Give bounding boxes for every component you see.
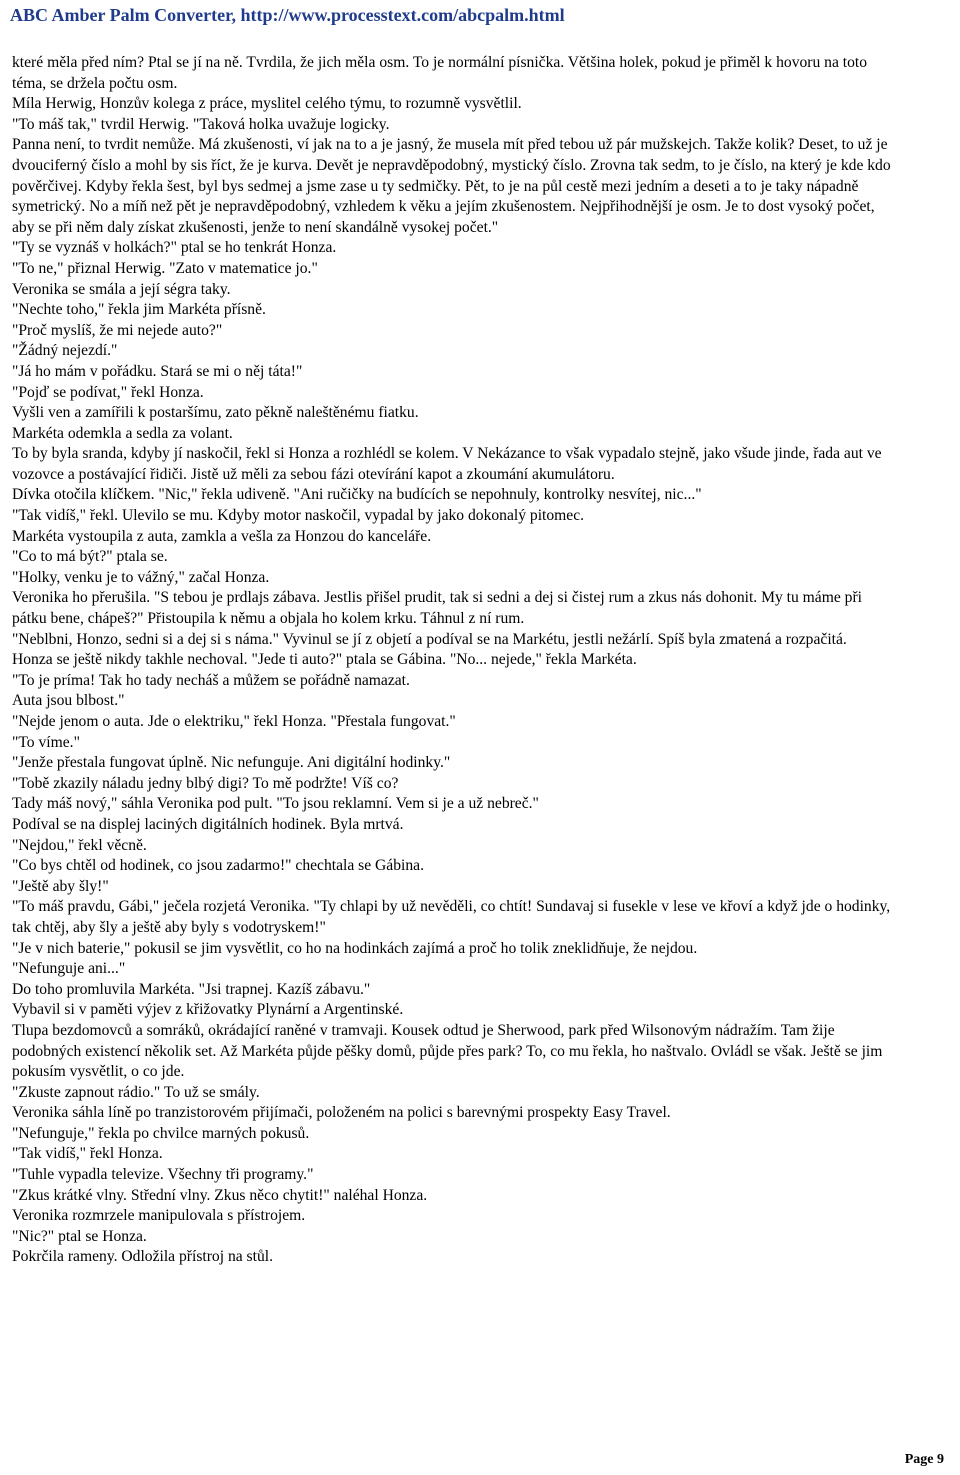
paragraph: "To máš tak," tvrdil Herwig. "Taková holka uvažuje logicky. [12, 115, 390, 133]
paragraph: Vyšli ven a zamířili k postaršímu, zato pěkně naleštěnému fiatku. [12, 404, 419, 422]
paragraph: Veronika ho přerušila. "S tebou je prdlajs zábava. Jestlis přišel prudit, tak si sedni a dej si čistej rum a zkus nás dohonit. My tu máme při pátku bene, chápeš?" Přistoupila k němu a objala ho kolem krku. Táhnul z ní rum. [12, 589, 862, 628]
paragraph: Tady máš nový," sáhla Veronika pod pult. "To jsou reklamní. Vem si je a už nebreč." [12, 795, 539, 813]
paragraph: "Tuhle vypadla televize. Všechny tři programy." [12, 1166, 314, 1184]
paragraph: které měla před ním? Ptal se jí na ně. Tvrdila, že jich měla osm. To je normální písnička. Většina holek, pokud je přiměl k hovoru na toto téma, se držela počtu osm. [12, 54, 868, 92]
paragraph: "Žádný nejezdí." [12, 342, 118, 360]
paragraph: "Nechte toho," řekla jim Markéta přísně. [12, 301, 266, 319]
document-body [12, 53, 892, 1268]
page-number: Page 9 [904, 1452, 944, 1467]
paragraph: "To ne," přiznal Herwig. "Zato v matematice jo." [12, 259, 318, 277]
paragraph: "Jenže přestala fungovat úplně. Nic nefunguje. Ani digitální hodinky." [12, 754, 451, 772]
paragraph: Do toho promluvila Markéta. "Jsi trapnej. Kazíš zábavu." [12, 980, 371, 998]
paragraph: Veronika sáhla líně po tranzistorovém přijímači, položeném na polici s barevnými prospekty Easy Travel. [12, 1104, 671, 1122]
paragraph: "Já ho mám v pořádku. Stará se mi o něj táta!" [12, 362, 303, 380]
page-header-title: ABC Amber Palm Converter, http://www.processtext.com/abcpalm.html [10, 5, 565, 25]
paragraph: Veronika se smála a její ségra taky. [12, 280, 231, 298]
paragraph: Pokrčila rameny. Odložila přístroj na stůl. [12, 1248, 273, 1266]
paragraph: "To máš pravdu, Gábi," ječela rozjetá Veronika. "Ty chlapi by už nevěděli, co chtít! Sundavaj si fusekle v lese ve křoví a když jde o hodinky, tak chtěj, aby šly a ještě aby byly s vodotryskem!" [12, 898, 891, 936]
paragraph: "Nefunguje," řekla po chvilce marných pokusů. [12, 1124, 310, 1142]
paragraph: Vybavil si v paměti výjev z křižovatky Plynární a Argentinské. [12, 1001, 404, 1019]
paragraph: "Zkuste zapnout rádio." To už se smály. [12, 1083, 260, 1101]
paragraph: "Pojď se podívat," řekl Honza. [12, 383, 204, 401]
paragraph: "Nefunguje ani..." [12, 960, 126, 978]
paragraph: "Ty se vyznáš v holkách?" ptal se ho tenkrát Honza. [12, 239, 337, 257]
paragraph: Honza se ještě nikdy takhle nechoval. "Jede ti auto?" ptala se Gábina. "No... nejede," řekla Markéta. [12, 651, 637, 669]
paragraph: "Holky, venku je to vážný," začal Honza. [12, 568, 270, 586]
paragraph: "Co to má být?" ptala se. [12, 548, 168, 566]
paragraph: Auta jsou blbost." [12, 692, 125, 710]
paragraph: Panna není, to tvrdit nemůže. Má zkušenosti, ví jak na to a je jasný, že musela mít před tebou už pár mužskejch. Takže kolik? Deset, to už je dvouciferný číslo a mohl by sis říct, že je kurva. Devět je nepravděpodobný, mystický číslo. Zrovna tak sedm, to je číslo, na který je kde kdo pověrčivej. Kdyby řekla šest, byl bys sedmej a jsme zase u ty sedmičky. Pět, to je na půl cestě mezi jedním a deseti a to je taky nápadně symetrický. No a míň než pět je nepravděpodobný, vzhledem k věku a jejím zkušenostem. Nejpřihodnější je osm. Je to dost vysoký počet, aby se při něm daly získat zkušenosti, jenže to není skandálně vysokej počet." [12, 136, 891, 236]
paragraph: Tlupa bezdomovců a somráků, okrádající raněné v tramvaji. Kousek odtud je Sherwood, park před Wilsonovým nádražím. Tam žije podobných existencí několik set. Až Markéta půjde pěšky domů, půjde přes park? To, co mu řekla, ho naštvalo. Ovládl se však. Ještě se jim pokusím vysvětlit, o co jde. [12, 1021, 883, 1081]
paragraph: Markéta vystoupila z auta, zamkla a vešla za Honzou do kanceláře. [12, 527, 432, 545]
paragraph: "Je v nich baterie," pokusil se jim vysvětlit, co ho na hodinkách zajímá a proč ho tolik zneklidňuje, že nejdou. [12, 939, 698, 957]
paragraph: "To víme." [12, 733, 80, 751]
paragraph: Míla Herwig, Honzův kolega z práce, myslitel celého týmu, to rozumně vysvětlil. [12, 95, 522, 113]
paragraph: Dívka otočila klíčkem. "Nic," řekla udiveně. "Ani ručičky na budících se nepohnuly, kontrolky nesvítej, nic..." [12, 486, 702, 504]
paragraph: Podíval se na displej laciných digitálních hodinek. Byla mrtvá. [12, 815, 404, 833]
paragraph: "Ještě aby šly!" [12, 877, 109, 895]
paragraph: Markéta odemkla a sedla za volant. [12, 424, 233, 442]
paragraph: "Co bys chtěl od hodinek, co jsou zadarmo!" chechtala se Gábina. [12, 857, 424, 875]
paragraph: "Neblbni, Honzo, sedni si a dej si s náma." Vyvinul se jí z objetí a podíval se na Markétu, jestli nežárlí. Spíš byla zmatená a rozpačitá. [12, 630, 847, 648]
paragraph: "Proč myslíš, že mi nejede auto?" [12, 321, 223, 339]
paragraph: "Tak vidíš," řekl. Ulevilo se mu. Kdyby motor naskočil, vypadal by jako dokonalý pitomec. [12, 507, 585, 525]
paragraph: "Zkus krátké vlny. Střední vlny. Zkus něco chytit!" naléhal Honza. [12, 1186, 428, 1204]
paragraph: "Nic?" ptal se Honza. [12, 1227, 147, 1245]
paragraph: Veronika rozmrzele manipulovala s přístrojem. [12, 1207, 306, 1225]
paragraph: "Nejdou," řekl věcně. [12, 836, 147, 854]
paragraph: "Tobě zkazily náladu jedny blbý digi? To mě podržte! Víš co? [12, 774, 399, 792]
paragraph: "To je príma! Tak ho tady necháš a můžem se pořádně namazat. [12, 671, 410, 689]
paragraph: To by byla sranda, kdyby jí naskočil, řekl si Honza a rozhlédl se kolem. V Nekázance to však vypadalo stejně, jako všude jinde, řada aut ve vozovce a postávající řidiči. Jistě už měli za sebou fázi otevírání kapot a zkoumání akumulátoru. [12, 445, 882, 483]
paragraph: "Tak vidíš," řekl Honza. [12, 1145, 163, 1163]
paragraph: "Nejde jenom o auta. Jde o elektriku," řekl Honza. "Přestala fungovat." [12, 713, 456, 730]
